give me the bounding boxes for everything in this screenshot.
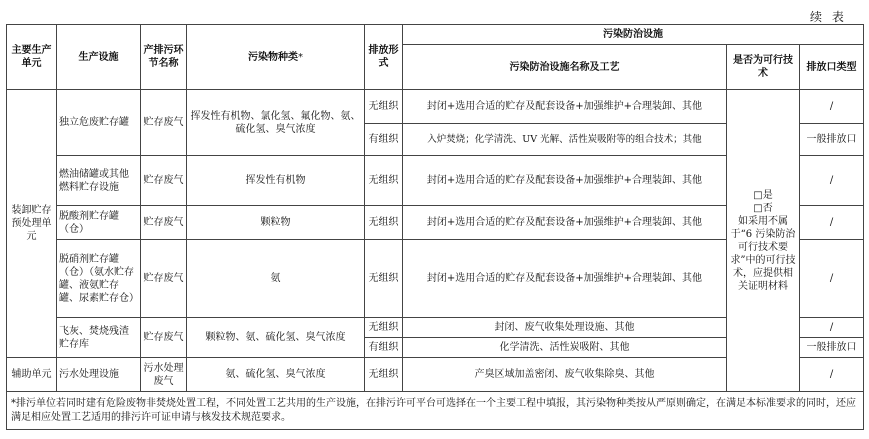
unit-auxiliary: 辅助单元 — [7, 358, 57, 392]
facility-cell: 脱酸剂贮存罐（仓） — [57, 206, 141, 240]
tech-cell: 产臭区域加盖密闭、废气收集除臭、其他 — [403, 358, 727, 392]
tech-cell: 化学清洗、活性炭吸附、其他 — [403, 338, 727, 358]
tech-cell: 封闭+选用合适的贮存及配套设备+加强维护+合理装卸、其他 — [403, 206, 727, 240]
link-cell: 贮存废气 — [141, 156, 187, 206]
link-cell: 贮存废气 — [141, 318, 187, 358]
outlet-cell: 一般排放口 — [800, 124, 864, 156]
continued-label: 续 表 — [810, 10, 847, 24]
form-cell: 无组织 — [365, 206, 403, 240]
link-cell: 贮存废气 — [141, 240, 187, 318]
outlet-cell: / — [800, 358, 864, 392]
tech-cell: 封闭+选用合适的贮存及配套设备+加强维护+合理装卸、其他 — [403, 240, 727, 318]
header-main-unit: 主要生产单元 — [7, 25, 57, 90]
link-cell: 贮存废气 — [141, 90, 187, 156]
pollutant-cell: 颗粒物、氨、硫化氢、臭气浓度 — [187, 318, 365, 358]
feasible-no-checkbox: □否 — [753, 202, 773, 214]
outlet-cell: / — [800, 318, 864, 338]
feasible-cell — [727, 90, 800, 392]
header-control: 污染防治设施 — [403, 25, 864, 45]
outlet-cell: / — [800, 240, 864, 318]
header-link: 产排污环节名称 — [141, 25, 187, 90]
facility-cell: 脱硝剂贮存罐（仓）（氨水贮存罐、液氨贮存罐、尿素贮存仓） — [57, 240, 141, 318]
header-form: 排放形式 — [365, 25, 403, 90]
tech-cell: 封闭、废气收集处理设施、其他 — [403, 318, 727, 338]
form-cell: 无组织 — [365, 358, 403, 392]
pollutant-cell: 氨、硫化氢、臭气浓度 — [187, 358, 365, 392]
table-row — [7, 90, 864, 124]
link-cell: 污水处理废气 — [141, 358, 187, 392]
header-facility: 生产设施 — [57, 25, 141, 90]
facility-cell: 燃油储罐或其他燃料贮存设施 — [57, 156, 141, 206]
pollutant-cell: 挥发性有机物 — [187, 156, 365, 206]
feasible-note: 如采用不属于“6 污染防治可行技术要求”中的可行技术，应提供相关证明材料 — [730, 215, 796, 292]
pollutant-cell: 挥发性有机物、氯化氢、氟化物、氨、硫化氢、臭气浓度 — [187, 90, 365, 156]
facility-cell: 独立危废贮存罐 — [57, 90, 141, 156]
form-cell: 无组织 — [365, 318, 403, 338]
form-cell: 有组织 — [365, 338, 403, 358]
form-cell: 无组织 — [365, 156, 403, 206]
tech-cell: 入炉焚烧；化学清洗、UV 光解、活性炭吸附等的组合技术；其他 — [403, 124, 727, 156]
outlet-cell: / — [800, 156, 864, 206]
form-cell: 无组织 — [365, 240, 403, 318]
tech-cell: 封闭+选用合适的贮存及配套设备+加强维护+合理装卸、其他 — [403, 90, 727, 124]
feasible-yes-checkbox: □是 — [753, 189, 773, 201]
facility-cell: 飞灰、焚烧残渣贮存库 — [57, 318, 141, 358]
outlet-cell: / — [800, 206, 864, 240]
pollutant-cell: 氨 — [187, 240, 365, 318]
unit-loading: 装卸贮存预处理单元 — [7, 90, 57, 358]
outlet-cell: / — [800, 90, 864, 124]
header-outlet: 排放口类型 — [800, 45, 864, 90]
tech-cell: 封闭+选用合适的贮存及配套设备+加强维护+合理装卸、其他 — [403, 156, 727, 206]
link-cell: 贮存废气 — [141, 206, 187, 240]
footnote: *排污单位若同时建有危险废物非焚烧处置工程，不同处置工艺共用的生产设施，在排污许可平台可选择在一个主要工程中填报，其污染物种类按从严原则确定，在满足本标准要求的同时，还应满足相应处置工艺适用的排污许可证申请与核发技术规范要求。 — [7, 392, 864, 430]
header-feasible: 是否为可行技术 — [727, 45, 800, 90]
form-cell: 有组织 — [365, 124, 403, 156]
pollution-control-table — [6, 24, 864, 430]
form-cell: 无组织 — [365, 90, 403, 124]
pollutant-cell: 颗粒物 — [187, 206, 365, 240]
header-control-name: 污染防治设施名称及工艺 — [403, 45, 727, 90]
outlet-cell: 一般排放口 — [800, 338, 864, 358]
facility-cell: 污水处理设施 — [57, 358, 141, 392]
header-pollutant: 污染物种类* — [187, 25, 365, 90]
